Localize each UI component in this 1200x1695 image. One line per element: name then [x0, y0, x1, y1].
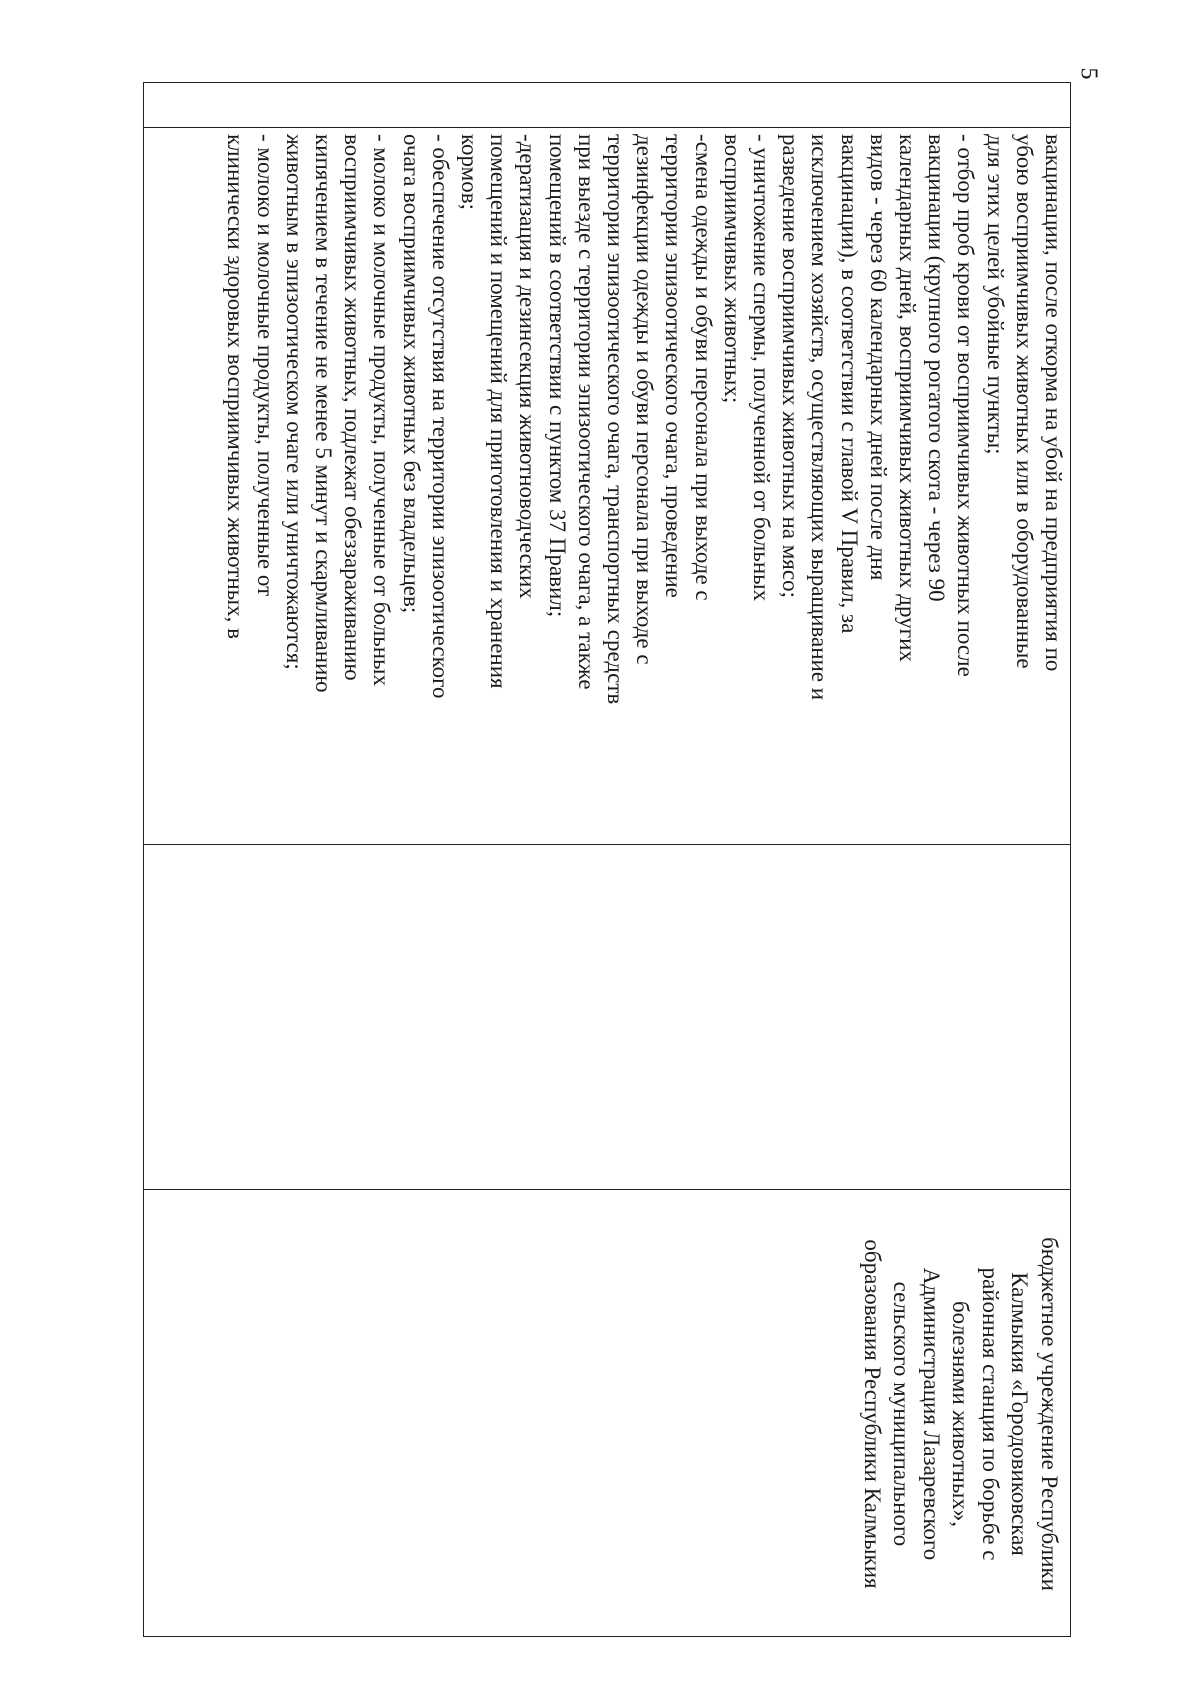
responsible-line: сельского муниципального: [889, 1281, 915, 1547]
measures-line: исключением хозяйств, осуществляющих выращивание и: [807, 134, 833, 701]
responsible-line: образования Республики Калмыкия: [860, 1239, 885, 1589]
measures-line: территории эпизоотического очага, проведение: [661, 134, 687, 598]
measures-line: видов - через 60 календарных дней после дня: [865, 134, 891, 581]
measures-line: - обеспечение отсутствия на территории эпизоотического: [427, 134, 453, 699]
measures-line: календарных дней, восприимчивых животных других: [894, 134, 920, 662]
measures-line: - молоко и молочные продукты, полученные от: [252, 134, 278, 597]
measures-line: помещений и помещений для приготовления и хранения: [486, 134, 512, 689]
measures-table: [143, 82, 1071, 1637]
responsible-line: районная станция по борьбе с: [978, 1267, 1003, 1561]
measures-line: клинически здоровых восприимчивых животных, в: [223, 134, 249, 639]
period-column: [144, 845, 1070, 1190]
responsible-text: [858, 1190, 1071, 1638]
responsible-line: болезнями животных»,: [948, 1300, 974, 1528]
measures-line: разведение восприимчивых животных на мясо;: [778, 134, 804, 598]
measures-line: помещений в соответствии с пунктом 37 Правил;: [544, 134, 570, 618]
measures-line: территории эпизоотического очага, транспортных средств: [602, 134, 628, 705]
number-column: [144, 83, 1070, 128]
measures-line: - уничтожение спермы, полученной от больных: [748, 134, 774, 602]
measures-line: - отбор проб крови от восприимчивых животных после: [953, 134, 979, 677]
measures-text: [221, 128, 1070, 844]
measures-line: при выезде с территории эпизоотического очага, а также: [573, 134, 599, 690]
measures-line: вакцинации, после откорма на убой на предприятия по: [1041, 134, 1066, 672]
measures-line: кипячением в течение не менее 5 минут и скармливанию: [310, 134, 336, 693]
measures-line: - молоко и молочные продукты, полученные от больных: [369, 134, 395, 687]
measures-line: -смена одежды и обуви персонала при выходе с: [690, 134, 716, 601]
measures-line: животным в эпизоотическом очаге или уничтожаются;: [281, 134, 307, 670]
measures-line: дезинфекции одежды и обуви персонала при выходе с: [632, 134, 658, 665]
responsible-column: [144, 1190, 1070, 1638]
measures-line: восприимчивых животных, подлежат обеззараживанию: [340, 134, 366, 681]
responsible-line: Калмыкия «Городовиковская: [1007, 1272, 1033, 1556]
responsible-line: Администрация Лазаревского: [919, 1267, 944, 1561]
measures-line: кормов;: [456, 134, 482, 210]
measures-line: убою восприимчивых животных или в оборудованные: [1011, 134, 1037, 669]
page-number: 5: [1075, 67, 1102, 80]
measures-line: вакцинации), в соответствии с главой V Правил, за: [836, 134, 862, 634]
rotated-table-frame: [143, 82, 1071, 1637]
measures-line: очага восприимчивых животных без владельцев;: [398, 134, 424, 614]
measures-line: для этих целей убойные пункты;: [982, 134, 1008, 455]
measures-column: [144, 128, 1070, 845]
responsible-line: бюджетное учреждение Республики: [1037, 1237, 1062, 1591]
measures-line: восприимчивых животных;: [719, 134, 745, 404]
measures-line: вакцинации (крупного рогатого скота - через 90: [924, 134, 950, 602]
measures-line: -дератизация и дезинсекция животноводческих: [515, 134, 541, 599]
